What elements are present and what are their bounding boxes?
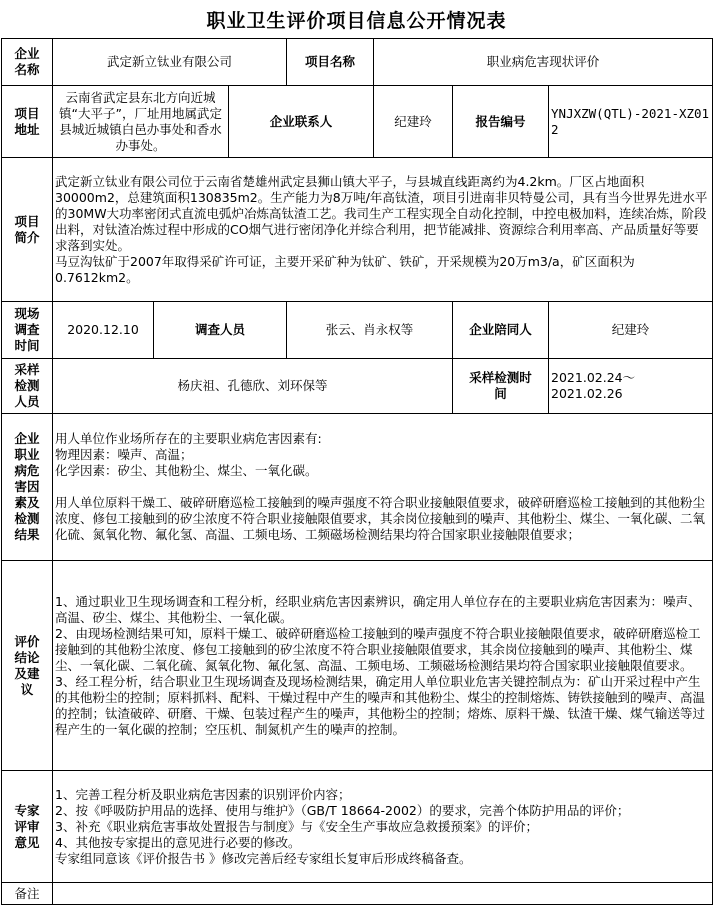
row-remark: [2, 883, 713, 905]
address-label: 项目 地址: [2, 86, 53, 158]
conclusion-text: 1、通过职业卫生现场调查和工程分析，经职业病危害因素辨识，确定用人单位存在的主要职业病危害因素为：噪声、高温、矽尘、煤尘、其他粉尘、一氧化碳。 2、由现场检测结果可知，原料干燥工、破碎研磨巡检工接触到的噪声强度不符合职业接触限值要求，破碎研磨巡检工接触到的其他粉尘浓度、修包工接触到的矽尘浓度不符合职业接触限值要求，其余岗位接触到的噪声、其他粉尘、煤尘、一氧化碳、二氧化硫、氮氧化物、氟化氢、高温、工频电场、工频磁场检测结果均符合国家职业接触限值要求。 3、经工程分析，结合职业卫生现场调查及现场检测结果，确定用人单位职业危害关键控制点为：矿山开采过程中产生的其他粉尘的控制；原料抓料、配料、干燥过程中产生的噪声和其他粉尘、煤尘的控制熔炼、铸铁接触到的噪声、高温的控制；钛渣破碎、研磨、干燥、包装过程产生的噪声，其他粉尘的控制；熔炼、原料干燥、钛渣干燥、煤气输送等过程产生的一氧化碳的控制；空压机、制氮机产生的噪声的控制。: [53, 561, 713, 771]
intro-label: 项目 简介: [2, 158, 53, 302]
project-name-label: 项目名称: [287, 39, 374, 86]
conclusion-label: 评价 结论 及建 议: [2, 561, 53, 771]
escort-value: 纪建玲: [549, 302, 713, 359]
report-number-value: YNJXZW(QTL)-2021-XZ012: [549, 86, 713, 158]
sampling-time-value: 2021.02.24～ 2021.02.26: [549, 359, 713, 414]
address-value: 云南省武定县东北方向近城镇“大平子”，厂址用地属武定县城近城镇白邑办事处和香水办事处。: [53, 86, 229, 158]
remark-value: [53, 883, 713, 905]
row-sampling: [2, 359, 713, 414]
row-survey: [2, 302, 713, 359]
intro-text: 武定新立钛业有限公司位于云南省楚雄州武定县狮山镇大平子，与县城直线距离约为4.2km。厂区占地面积30000m2，总建筑面积130835m2。生产能力为8万吨/年高钛渣，项目引进南非贝特曼公司，具有当今世界先进水平的30MW大功率密闭式直流电弧炉冶炼高钛渣工艺。我司生产工程实现全自动化控制，中控电极加料，连续冶炼，阶段出料，对钛渣冶炼过程中形成的CO烟气进行密闭净化并综合利用，把节能减排、资源综合利用率高、产品质量好等要求落到实处。 马豆沟钛矿于2007年取得采矿许可证，主要开采矿种为钛矿、铁矿，开采规模为20万m3/a，矿区面积为0.7612km2。: [53, 158, 713, 302]
info-table: [1, 38, 713, 905]
page-title: 职业卫生评价项目信息公开情况表: [206, 10, 507, 32]
row-intro: [2, 158, 713, 302]
hazard-text: 用人单位作业场所存在的主要职业病危害因素有: 物理因素：噪声、高温； 化学因素：矽尘、其他粉尘、煤尘、一氧化碳。 用人单位原料干燥工、破碎研磨巡检工接触到的噪声强度不符合职业接触限值要求，破碎研磨巡检工接触到的其他粉尘浓度、修包工接触到的矽尘浓度不符合职业接触限值要求，其余岗位接触到的噪声、其他粉尘、煤尘、一氧化碳、二氧化硫、氮氧化物、氟化氢、高温、工频电场、工频磁场检测结果均符合国家职业接触限值要求；: [53, 414, 713, 561]
expert-label: 专家 评审 意见: [2, 771, 53, 883]
sampling-staff-value: 杨庆祖、孔德欣、刘环保等: [53, 359, 453, 414]
project-name-value: 职业病危害现状评价: [374, 39, 713, 86]
row-expert: [2, 771, 713, 883]
report-number-label: 报告编号: [453, 86, 549, 158]
sampling-time-label: 采样检测时 间: [453, 359, 549, 414]
company-label: 企业 名称: [2, 39, 53, 86]
investigators-value: 张云、肖永权等: [287, 302, 453, 359]
row-address: [2, 86, 713, 158]
row-conclusion: [2, 561, 713, 771]
hazard-label: 企业 职业 病危 害因 素及 检测 结果: [2, 414, 53, 561]
expert-text: 1、完善工程分析及职业病危害因素的识别评价内容； 2、按《呼吸防护用品的选择、使用与维护》（GB/T 18664-2002）的要求，完善个体防护用品的评价； 3、补充《职业病危害事故处置报告与制度》与《安全生产事故应急救援预案》的评价； 4、其他按专家提出的意见进行必要的修改。 专家组同意该《评价报告书 》修改完善后经专家组长复审后形成终稿备查。: [53, 771, 713, 883]
survey-time-value: 2020.12.10: [53, 302, 154, 359]
investigators-label: 调查人员: [154, 302, 287, 359]
remark-label: 备注: [2, 883, 53, 905]
row-company: [2, 39, 713, 86]
contact-label: 企业联系人: [229, 86, 374, 158]
company-value: 武定新立钛业有限公司: [53, 39, 287, 86]
sampling-staff-label: 采样 检测 人员: [2, 359, 53, 414]
contact-value: 纪建玲: [374, 86, 453, 158]
survey-time-label: 现场 调查 时间: [2, 302, 53, 359]
escort-label: 企业陪同人: [453, 302, 549, 359]
row-hazard: [2, 414, 713, 561]
